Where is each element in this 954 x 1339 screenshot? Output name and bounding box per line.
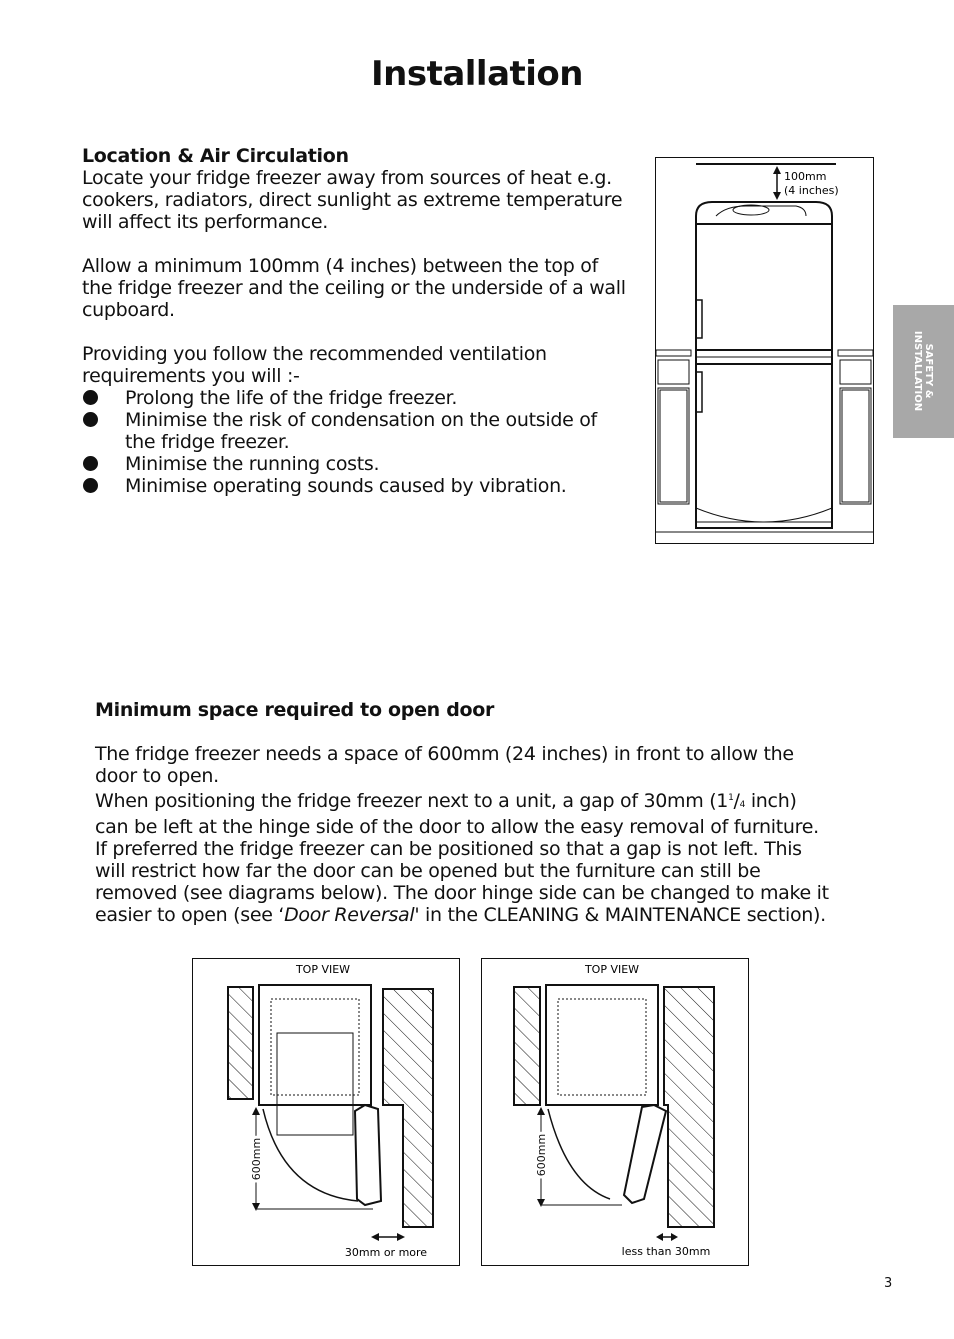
right-unit [383,989,433,1227]
side-tab-line-1: SAFETY & [923,343,934,399]
list-item: Prolong the life of the fridge freezer. [82,387,627,409]
depth-label: 600mm [250,1137,263,1181]
door-space-para-1: The fridge freezer needs a space of 600mm (24 inches) in front to allow the door to open. [95,743,794,787]
list-item: Minimise the risk of condensation on the outside of the fridge freezer. [82,409,627,453]
bullet-icon [83,456,98,471]
door-space-heading: Minimum space required to open door [95,699,495,721]
list-item: Minimise the running costs. [82,453,627,475]
bullet-icon [83,390,98,405]
fridge-illustration [656,158,873,543]
fridge-clearance-figure [655,157,874,544]
gap-label: 30mm or more [344,1246,428,1259]
open-door [624,1105,666,1203]
page-number: 3 [884,1276,893,1291]
top-view-label: TOP VIEW [295,963,351,976]
top-view-diagram-gap [192,958,460,1266]
right-cabinet [838,350,873,504]
location-para-3: Providing you follow the recommended ventilation requirements you will :- [82,343,547,387]
door-space-para-2: When positioning the fridge freezer next to a unit, a gap of 30mm ($1^1/4$ inch) can be left at the hinge side of the door to allow the easy removal of furniture. If preferred the fridge freezer can be positioned so that a gap is not left. This will restrict how far the door can be opened but the furniture can still be removed (see diagrams below). The door hinge side can be changed to make it easier to open (see ‘Door Reversal' in the CLEANING & MAINTENANCE section). [95,790,829,926]
list-item: Minimise operating sounds caused by vibration. [82,475,627,497]
bullet-icon [83,478,98,493]
fridge-body [696,202,832,528]
location-section [82,145,627,497]
door-space-section [95,699,835,926]
side-tab-line-2: INSTALLATION [912,330,923,412]
open-door [355,1105,381,1205]
location-para-2: Allow a minimum 100mm (4 inches) between the top of the fridge freezer and the ceiling or the underside of a wall cupboard. [82,255,626,321]
section-side-tab [893,305,954,438]
location-heading: Location & Air Circulation [82,145,349,167]
top-view-diagram-no-gap [481,958,749,1266]
depth-label: 600mm [535,1133,548,1177]
right-unit [664,987,714,1227]
left-unit [514,987,540,1105]
gap-label: less than 30mm [621,1245,711,1258]
location-para-1: Locate your fridge freezer away from sources of heat e.g. cookers, radiators, direct sunlight as extreme temperature will affect its performance. [82,167,623,233]
benefits-list [82,387,627,497]
clearance-label-2: (4 inches) [784,184,839,197]
left-cabinet [656,350,691,504]
left-unit [228,987,253,1099]
clearance-label-1: 100mm [784,170,827,183]
page-title: Installation [370,54,583,94]
bullet-icon [83,412,98,427]
top-view-label: TOP VIEW [584,963,640,976]
